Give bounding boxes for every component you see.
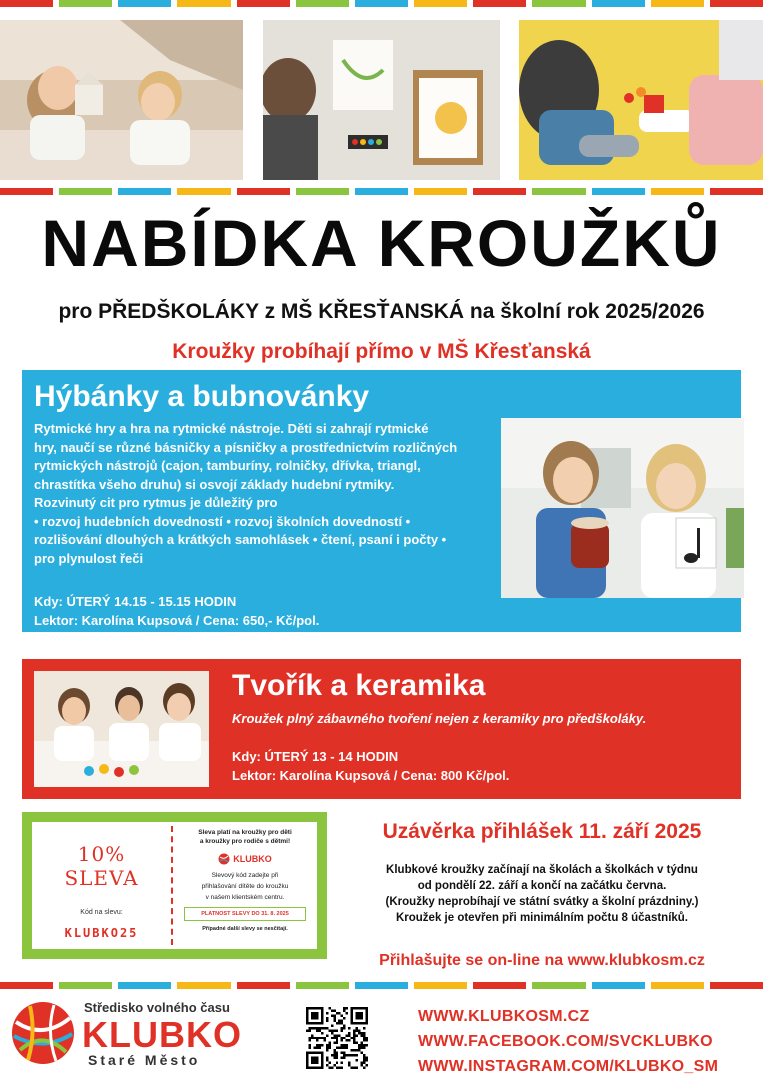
course-lector-price: Lektor: Karolína Kupsová / Cena: 800 Kč/pol. [232, 768, 510, 783]
photo-girls-music [501, 418, 744, 598]
info-line: (Kroužky neprobíhají ve státní svátky a školní prázdniny.) [385, 896, 699, 908]
stripe-segment [296, 188, 349, 195]
coupon-note-mid: v našem klientském centru. [205, 894, 285, 901]
course-info [342, 862, 742, 926]
stripe-segment [237, 982, 290, 989]
coupon-terms [178, 828, 312, 932]
stripe-segment [0, 188, 53, 195]
course-title: Hýbánky a bubnovánky [34, 380, 370, 413]
coupon-percent [32, 842, 171, 890]
stripe-segment [237, 0, 290, 7]
logo-subtitle: Staré Město [88, 1052, 201, 1068]
stripe-segment [532, 0, 585, 7]
website-link[interactable]: WWW.KLUBKOSM.CZ [418, 1008, 590, 1025]
description-line: Rytmické hry a hra na rytmické nástroje. Děti si zahrají rytmické [34, 421, 429, 436]
stripe-segment [118, 0, 171, 7]
description-line: • rozvoj hudebních dovedností • rozvoj školních dovedností • [34, 513, 411, 529]
discount-word: SLEVA [64, 866, 139, 890]
photo-children-crafts [34, 671, 209, 787]
stripe-segment [651, 188, 704, 195]
stripe-segment [710, 0, 763, 7]
course-card-hybanky [22, 370, 741, 632]
description-line: hry, naučí se různé básničky a písničky a prostřednictvím rozličných [34, 439, 458, 455]
photo-children-playing [519, 20, 763, 180]
stripe-segment [414, 188, 467, 195]
course-schedule [34, 592, 319, 630]
stripe-segment [651, 982, 704, 989]
coupon-note-top: Sleva platí na kroužky pro děti [198, 829, 292, 836]
photo-children-painting [263, 20, 500, 180]
page-title: NABÍDKA KROUŽKŮ [41, 206, 722, 280]
stripe-segment [651, 0, 704, 7]
signup-link[interactable]: Přihlašujte se on-line na www.klubkosm.cz [379, 952, 705, 969]
stripe-segment [592, 188, 645, 195]
discount-coupon [22, 812, 327, 959]
info-line: Klubkové kroužky začínají na školách a školkách v týdnu [386, 864, 698, 876]
stripe-segment [0, 0, 53, 7]
stripe-segment [177, 982, 230, 989]
klubko-ball-icon [218, 853, 230, 865]
stripe-segment [59, 188, 112, 195]
stripe-segment [177, 188, 230, 195]
color-stripe-below-photos [0, 188, 763, 195]
info-line: od pondělí 22. září a končí na začátku června. [417, 880, 667, 892]
registration-deadline: Uzávěrka přihlášek 11. září 2025 [382, 820, 702, 843]
course-card-tvorik [22, 659, 741, 799]
klubko-logo [10, 996, 260, 1072]
stripe-segment [355, 982, 408, 989]
qr-code[interactable] [306, 1007, 368, 1069]
stripe-segment [355, 188, 408, 195]
coupon-perforation [171, 826, 173, 945]
description-line: chrastítka všeho druhu) si osvojí základy hudební rytmiky. [34, 476, 395, 492]
info-line: Kroužek je otevřen při minimálním počtu 8 účastníků. [395, 912, 689, 924]
course-schedule [232, 747, 509, 785]
logo-tagline: Středisko volného času [84, 1000, 230, 1015]
code-label: Kód na slevu: [80, 909, 123, 916]
stripe-segment [592, 0, 645, 7]
stripe-segment [592, 982, 645, 989]
stripe-segment [473, 982, 526, 989]
stripe-segment [118, 188, 171, 195]
page-subtitle: pro PŘEDŠKOLÁKY z MŠ KŘESŤANSKÁ na školní rok 2025/2026 [58, 300, 705, 323]
stripe-segment [473, 0, 526, 7]
color-stripe-top [0, 0, 763, 7]
coupon-note-top: a kroužky pro rodiče s dětmi! [199, 838, 291, 845]
stripe-segment [59, 0, 112, 7]
color-stripe-bottom [0, 982, 763, 989]
discount-code: KLUBKO25 [64, 926, 139, 940]
stripe-segment [177, 0, 230, 7]
stripe-segment [532, 982, 585, 989]
stripe-segment [414, 982, 467, 989]
footer-links [418, 1004, 718, 1079]
stripe-segment [59, 982, 112, 989]
stripe-segment [0, 982, 53, 989]
description-line: Rozvinutý cit pro rytmus je důležitý pro [34, 495, 278, 510]
instagram-link[interactable]: WWW.INSTAGRAM.COM/KLUBKO_SM [418, 1058, 719, 1075]
course-time: Kdy: ÚTERÝ 13 - 14 HODIN [232, 749, 399, 764]
coupon-mini-logo [178, 849, 312, 869]
stripe-segment [118, 982, 171, 989]
stripe-segment [296, 0, 349, 7]
description-line: rytmických nástrojů (cajon, tamburíny, rolničky, dřívka, triangl, [34, 458, 421, 473]
stripe-segment [710, 982, 763, 989]
klubko-yarn-ball-icon [10, 1000, 76, 1066]
stripe-segment [296, 982, 349, 989]
coupon-note-mid: Slevový kód zadejte při [211, 872, 279, 879]
stripe-segment [473, 188, 526, 195]
coupon-note-mid: přihlašování dítěte do kroužku [201, 883, 289, 890]
course-time: Kdy: ÚTERÝ 14.15 - 15.15 HODIN [34, 594, 237, 609]
coupon-validity: PLATNOST SLEVY DO 31. 8. 2025 [184, 907, 306, 921]
location-note: Kroužky probíhají přímo v MŠ Křesťanská [172, 340, 591, 363]
course-title: Tvořík a keramika [232, 669, 486, 702]
description-line: pro plynulost řeči [34, 550, 144, 566]
stripe-segment [532, 188, 585, 195]
photo-children-pottery [0, 20, 243, 180]
coupon-body [32, 822, 317, 949]
mini-logo-text: KLUBKO [233, 854, 272, 864]
course-tagline: Kroužek plný zábavného tvoření nejen z keramiky pro předškoláky. [232, 711, 647, 726]
stripe-segment [237, 188, 290, 195]
facebook-link[interactable]: WWW.FACEBOOK.COM/SVCKLUBKO [418, 1033, 713, 1050]
stripe-segment [355, 0, 408, 7]
description-line: rozlišování dlouhých a krátkých samohlásek • čtení, psaní i počty • [34, 532, 447, 547]
course-description [34, 420, 509, 568]
stripe-segment [414, 0, 467, 7]
course-lector-price: Lektor: Karolína Kupsová / Cena: 650,- Kč/pol. [34, 613, 320, 628]
stripe-segment [710, 188, 763, 195]
coupon-note-bottom: Případné další slevy se nesčítají. [202, 926, 288, 932]
logo-name: KLUBKO [82, 1014, 242, 1055]
discount-value: 10% [77, 842, 126, 866]
